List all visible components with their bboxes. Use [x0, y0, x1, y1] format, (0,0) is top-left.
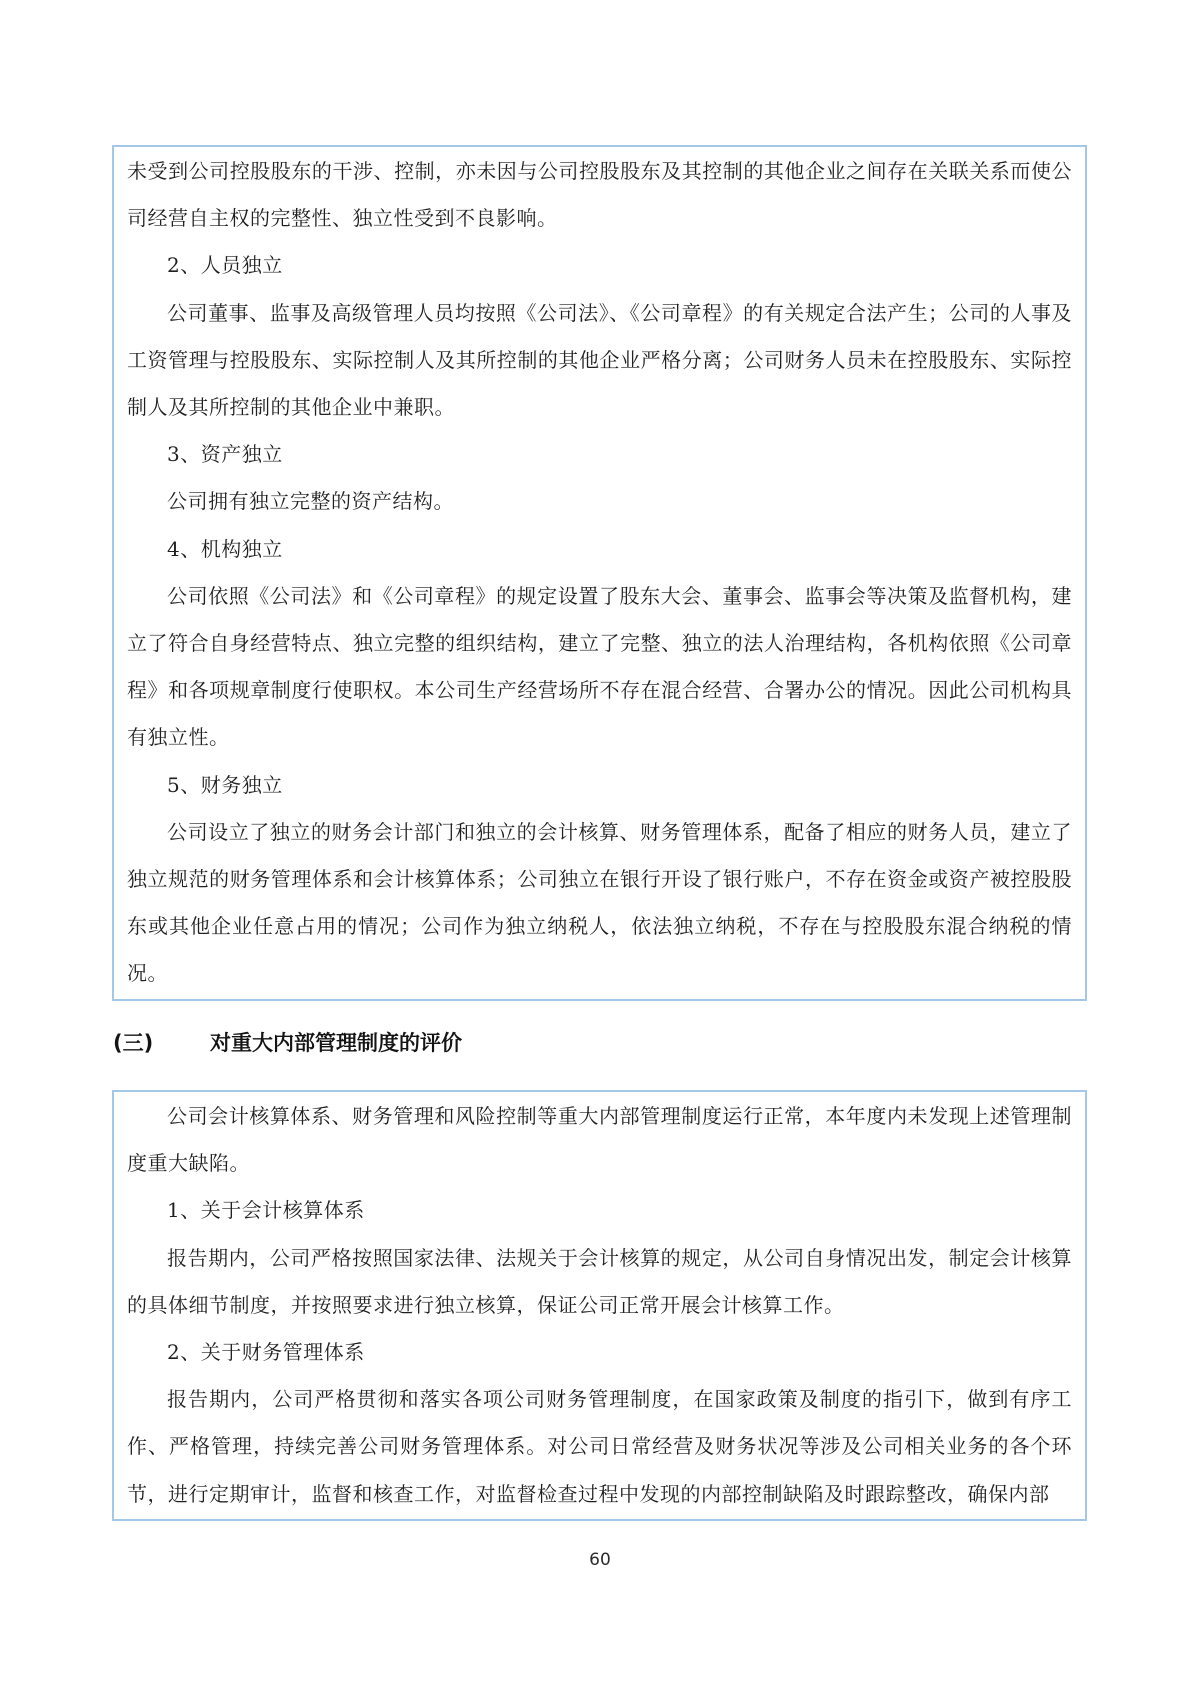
item-heading-asset-independence: 3、资产独立	[167, 442, 283, 467]
doc-paragraph: 公司会计核算体系、财务管理和风险控制等重大内部管理制度运行正常，本年度内未发现上述管理制度重大缺陷。	[127, 1104, 1072, 1176]
item-heading-financial-management-system: 2、关于财务管理体系	[167, 1340, 365, 1365]
item-heading-accounting-system: 1、关于会计核算体系	[167, 1198, 365, 1223]
page-number: 60	[589, 1550, 611, 1570]
section-number: (三)	[113, 1031, 154, 1055]
doc-paragraph: 公司拥有独立完整的资产结构。	[167, 489, 454, 514]
item-heading-finance-independence: 5、财务独立	[167, 772, 283, 797]
doc-paragraph-continuation: 未受到公司控股股东的干涉、控制，亦未因与公司控股股东及其控制的其他企业之间存在关联关系而使公司经营自主权的完整性、独立性受到不良影响。	[127, 159, 1072, 231]
doc-paragraph: 报告期内，公司严格按照国家法律、法规关于会计核算的规定，从公司自身情况出发，制定会计核算的具体细节制度，并按照要求进行独立核算，保证公司正常开展会计核算工作。	[127, 1245, 1072, 1317]
item-heading-organization-independence: 4、机构独立	[167, 536, 283, 561]
section-title: 对重大内部管理制度的评价	[210, 1031, 462, 1055]
item-heading-personnel-independence: 2、人员独立	[167, 253, 283, 278]
section-heading	[113, 1028, 1088, 1058]
independence-statement-box	[112, 145, 1087, 1001]
doc-paragraph: 公司设立了独立的财务会计部门和独立的会计核算、财务管理体系，配备了相应的财务人员，建立了独立规范的财务管理体系和会计核算体系；公司独立在银行开设了银行账户，不存在资金或资产被控股股东或其他企业任意占用的情况；公司作为独立纳税人，依法独立纳税，不存在与控股股东混合纳税的情况。	[127, 819, 1072, 986]
doc-paragraph: 公司依照《公司法》和《公司章程》的规定设置了股东大会、董事会、监事会等决策及监督机构，建立了符合自身经营特点、独立完整的组织结构，建立了完整、独立的法人治理结构，各机构依照《公司章程》和各项规章制度行使职权。本公司生产经营场所不存在混合经营、合署办公的情况。因此公司机构具有独立性。	[127, 583, 1072, 750]
internal-management-evaluation-box	[112, 1090, 1087, 1521]
doc-paragraph: 报告期内，公司严格贯彻和落实各项公司财务管理制度，在国家政策及制度的指引下，做到有序工作、严格管理，持续完善公司财务管理体系。对公司日常经营及财务状况等涉及公司相关业务的各个环节，进行定期审计，监督和核查工作，对监督检查过程中发现的内部控制缺陷及时跟踪整改，确保内部	[127, 1387, 1072, 1506]
doc-paragraph: 公司董事、监事及高级管理人员均按照《公司法》、《公司章程》的有关规定合法产生；公司的人事及工资管理与控股股东、实际控制人及其所控制的其他企业严格分离；公司财务人员未在控股股东、实际控制人及其所控制的其他企业中兼职。	[127, 300, 1072, 420]
